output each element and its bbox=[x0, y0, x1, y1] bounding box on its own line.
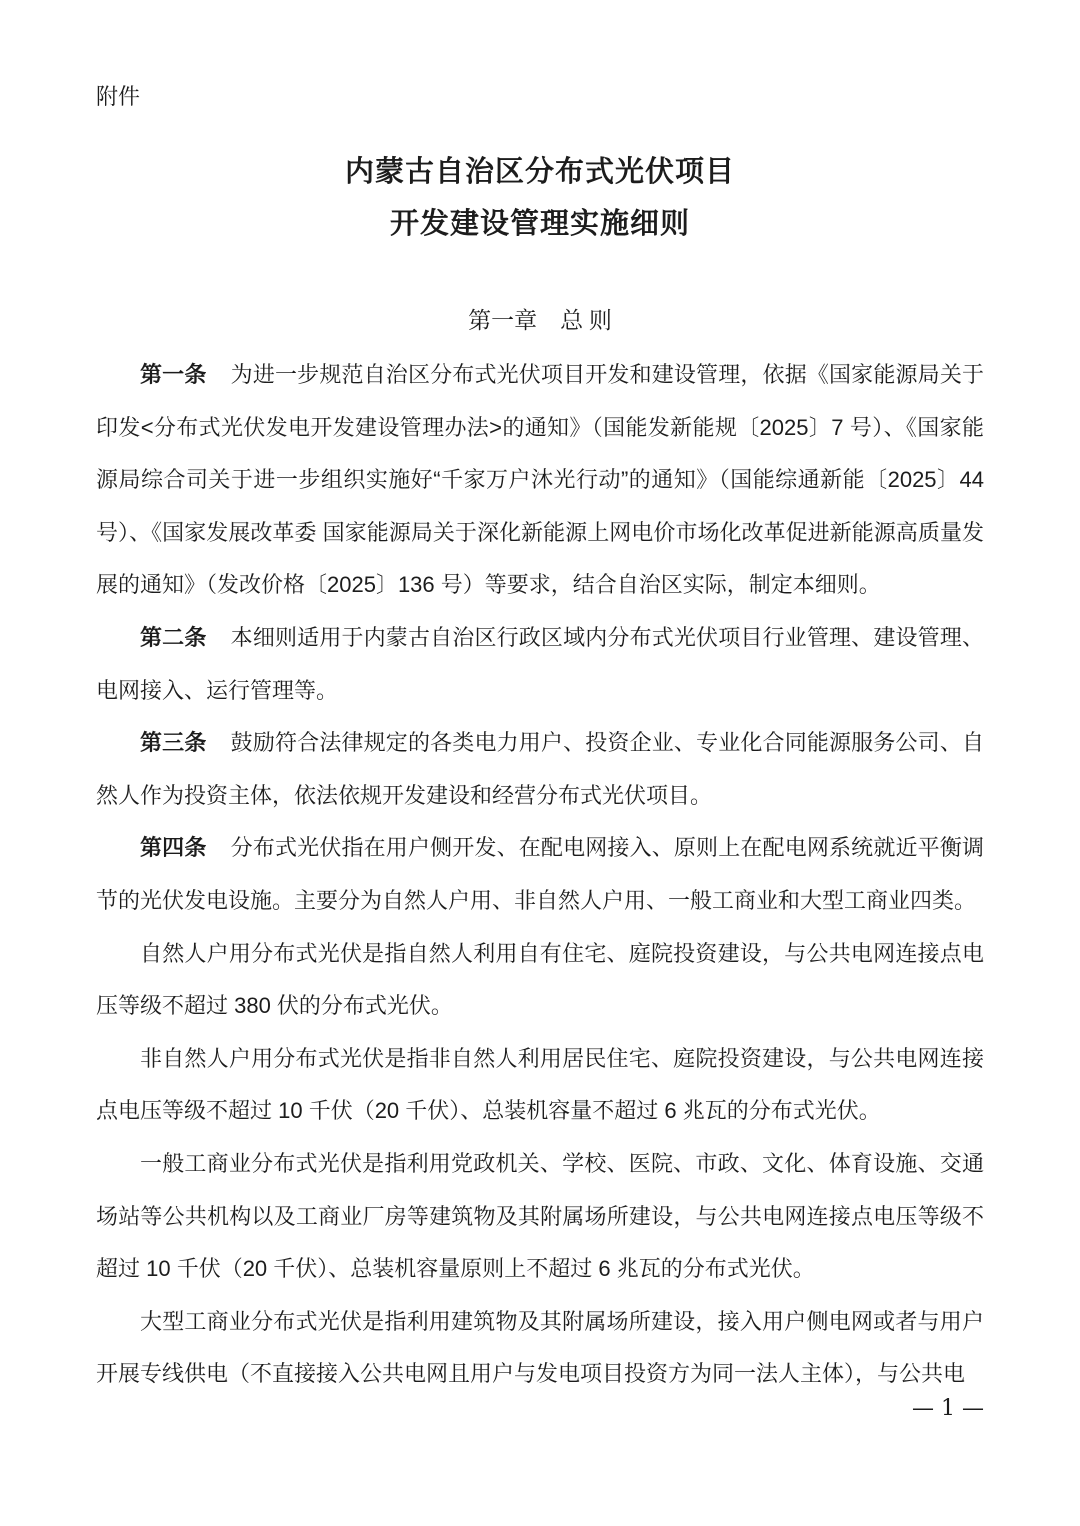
paragraph-text: 本细则适用于内蒙古自治区行政区域内分布式光伏项目行业管理、建设管理、电网接入、运行管理等。 bbox=[96, 624, 984, 703]
paragraph-natural-person bbox=[96, 928, 984, 1033]
document-title-line2: 开发建设管理实施细则 bbox=[389, 208, 690, 240]
paragraph-text: 非自然人户用分布式光伏是指非自然人利用居民住宅、庭院投资建设，与公共电网连接点电压等级不超过 10 千伏（20 千伏）、总装机容量不超过 6 兆瓦的分布式光伏。 bbox=[96, 1045, 984, 1124]
document-body bbox=[96, 349, 984, 1401]
attachment-label: 附件 bbox=[96, 84, 141, 109]
article-number: 第三条 bbox=[140, 730, 207, 756]
document-title-line1: 内蒙古自治区分布式光伏项目 bbox=[344, 156, 735, 188]
page-number: — 1 — bbox=[912, 1396, 984, 1421]
paragraph-text: 一般工商业分布式光伏是指利用党政机关、学校、医院、市政、文化、体育设施、交通场站等公共机构以及工商业厂房等建筑物及其附属场所建设，与公共电网连接点电压等级不超过 10 千伏（20 千伏）、总装机容量原则上不超过 6 兆瓦的分布式光伏。 bbox=[96, 1150, 984, 1282]
paragraph-large-commercial bbox=[96, 1296, 984, 1401]
paragraph-text: 自然人户用分布式光伏是指自然人利用自有住宅、庭院投资建设，与公共电网连接点电压等级不超过 380 伏的分布式光伏。 bbox=[96, 940, 984, 1019]
paragraph-article-4 bbox=[96, 822, 984, 927]
paragraph-article-2 bbox=[96, 612, 984, 717]
paragraph-general-commercial bbox=[96, 1138, 984, 1296]
paragraph-text: 鼓励符合法律规定的各类电力用户、投资企业、专业化合同能源服务公司、自然人作为投资主体，依法依规开发建设和经营分布式光伏项目。 bbox=[96, 730, 984, 808]
article-number: 第四条 bbox=[140, 835, 207, 861]
paragraph-article-3 bbox=[96, 717, 984, 822]
paragraph-article-1 bbox=[96, 349, 984, 612]
paragraph-non-natural-person bbox=[96, 1033, 984, 1138]
article-number: 第一条 bbox=[140, 362, 207, 387]
paragraph-text: 分布式光伏指在用户侧开发、在配电网接入、原则上在配电网系统就近平衡调节的光伏发电设施。主要分为自然人户用、非自然人户用、一般工商业和大型工商业四类。 bbox=[96, 835, 984, 913]
document-title bbox=[96, 146, 984, 250]
paragraph-text: 为进一步规范自治区分布式光伏项目开发和建设管理，依据《国家能源局关于印发<分布式光伏发电开发建设管理办法>的通知》（国能发新能规〔2025〕7 号）、《国家能源局综合司关于进一步组织实施好“千家万户沐光行动”的通知》（国能综通新能〔2025〕44 号）、《国家发展改革委 国家能源局关于深化新能源上网电价市场化改革促进新能源高质量发展的通知》（发改价格〔2025〕136 号）等要求，结合自治区实际，制定本细则。 bbox=[96, 362, 984, 598]
chapter-heading: 第一章 总 则 bbox=[468, 308, 612, 333]
article-number: 第二条 bbox=[140, 624, 207, 650]
paragraph-text: 大型工商业分布式光伏是指利用建筑物及其附属场所建设，接入用户侧电网或者与用户开展专线供电（不直接接入公共电网且用户与发电项目投资方为同一法人主体），与公共电 bbox=[96, 1308, 984, 1387]
